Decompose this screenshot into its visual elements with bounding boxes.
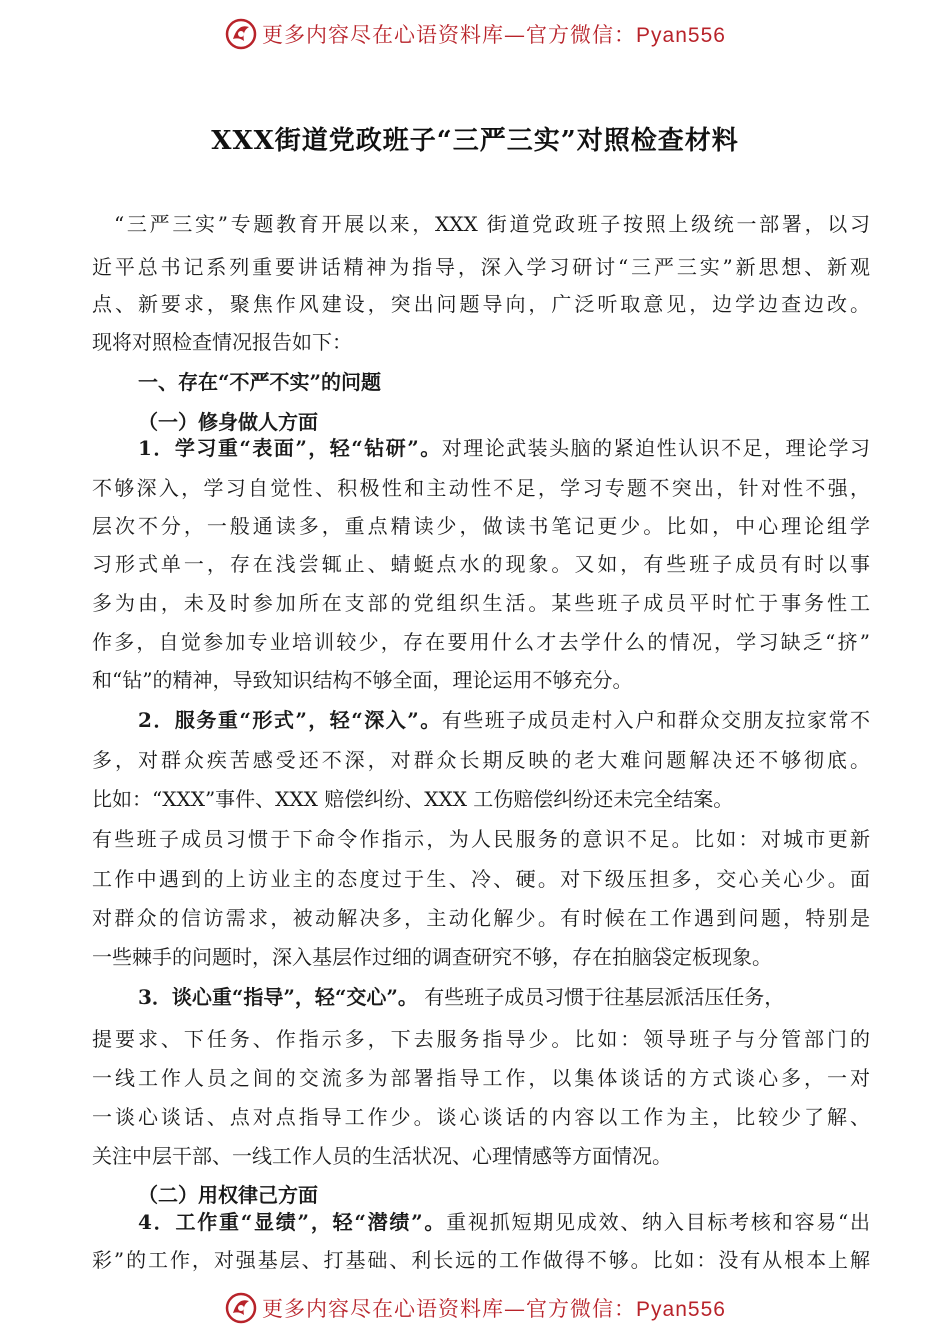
header-banner xyxy=(0,14,950,54)
paragraph-line: 有些班子成员习惯于下命令作指示，为人民服务的意识不足。比如：对城市更新 xyxy=(92,827,870,851)
paragraph-line: 习形式单一，存在浅尝辄止、蜻蜓点水的现象。又如，有些班子成员有时以事 xyxy=(92,552,870,576)
paragraph-line: 工作中遇到的上访业主的态度过于生、冷、硬。对下级压担多，交心关心少。面 xyxy=(92,867,870,891)
paragraph-line: 彩”的工作，对强基层、打基础、利长远的工作做得不够。比如：没有从根本上解 xyxy=(92,1248,870,1272)
paragraph-line: 对群众的信访需求，被动解决多，主动化解少。有时候在工作遇到问题，特别是 xyxy=(92,906,870,930)
paragraph-line: 层次不分，一般通读多，重点精读少，做读书笔记更少。比如，中心理论组学 xyxy=(92,514,870,538)
item-lead: 1．学习重“表面”，轻“钻研”。 xyxy=(138,436,442,460)
paragraph-line: 近平总书记系列重要讲话精神为指导，深入学习研讨“三严三实”新思想、新观 xyxy=(92,255,870,279)
footer-banner xyxy=(0,1288,950,1328)
wechat-id: Pyan556 xyxy=(636,24,726,47)
paragraph-line: 3．谈心重“指导”，轻“交心”。 有些班子成员习惯于往基层派活压任务， xyxy=(138,985,785,1009)
paragraph-line: “三严三实”专题教育开展以来，XXX 街道党政班子按照上级统一部署，以习 xyxy=(114,212,870,236)
red-swirl-logo-icon xyxy=(224,1291,258,1325)
document-title: XXX街道党政班子“三严三实”对照检查材料 xyxy=(211,126,739,156)
paragraph-line: 多为由，未及时参加所在支部的党组织生活。某些班子成员平时忙于事务性工 xyxy=(92,591,870,615)
red-swirl-logo-icon xyxy=(224,17,258,51)
paragraph-line: 一线工作人员之间的交流多为部署指导工作，以集体谈话的方式谈心多，一对 xyxy=(92,1066,870,1090)
wechat-id: Pyan556 xyxy=(636,1298,726,1321)
paragraph-line: 不够深入，学习自觉性、积极性和主动性不足，学习专题不突出，针对性不强， xyxy=(92,476,870,500)
paragraph-line: 和“钻”的精神，导致知识结构不够全面，理论运用不够充分。 xyxy=(92,668,633,692)
paragraph-line: 点、新要求，聚焦作风建设，突出问题导向，广泛听取意见，边学边查边改。 xyxy=(92,292,870,316)
item-lead: 4．工作重“显绩”，轻“潜绩”。 xyxy=(138,1210,447,1234)
paragraph-line: 4．工作重“显绩”，轻“潜绩”。重视抓短期见成效、纳入目标考核和容易“出 xyxy=(138,1210,870,1234)
paragraph-line: 一谈心谈话、点对点指导工作少。谈心谈话的内容以工作为主，比较少了解、 xyxy=(92,1105,870,1129)
banner-text: 更多内容尽在心语资料库—官方微信：Pyan556 xyxy=(262,1297,726,1321)
paragraph-line: 关注中层干部、一线工作人员的生活状况、心理情感等方面情况。 xyxy=(92,1144,672,1168)
item-lead: 3．谈心重“指导”，轻“交心”。 xyxy=(138,985,418,1009)
banner-text: 更多内容尽在心语资料库—官方微信：Pyan556 xyxy=(262,23,726,47)
paragraph-line: 现将对照检查情况报告如下： xyxy=(92,330,352,354)
subsection-heading: （二）用权律己方面 xyxy=(138,1183,318,1207)
paragraph-line: 多，对群众疾苦感受还不深，对群众长期反映的老大难问题解决还不够彻底。 xyxy=(92,748,870,772)
subsection-heading: （一）修身做人方面 xyxy=(138,410,318,434)
paragraph-line: 比如：“XXX”事件、XXX 赔偿纠纷、XXX 工伤赔偿纠纷还未完全结案。 xyxy=(92,787,734,811)
paragraph-line: 2．服务重“形式”，轻“深入”。有些班子成员走村入户和群众交朋友拉家常不 xyxy=(138,708,870,732)
paragraph-line: 1．学习重“表面”，轻“钻研”。对理论武装头脑的紧迫性认识不足，理论学习 xyxy=(138,436,870,460)
section-heading: 一、存在“不严不实”的问题 xyxy=(138,370,382,394)
paragraph-line: 提要求、下任务、作指示多，下去服务指导少。比如：领导班子与分管部门的 xyxy=(92,1027,870,1051)
paragraph-line: 一些棘手的问题时，深入基层作过细的调查研究不够，存在拍脑袋定板现象。 xyxy=(92,945,772,969)
item-lead: 2．服务重“形式”，轻“深入”。 xyxy=(138,708,442,732)
paragraph-line: 作多，自觉参加专业培训较少，存在要用什么才去学什么的情况，学习缺乏“挤” xyxy=(92,630,870,654)
